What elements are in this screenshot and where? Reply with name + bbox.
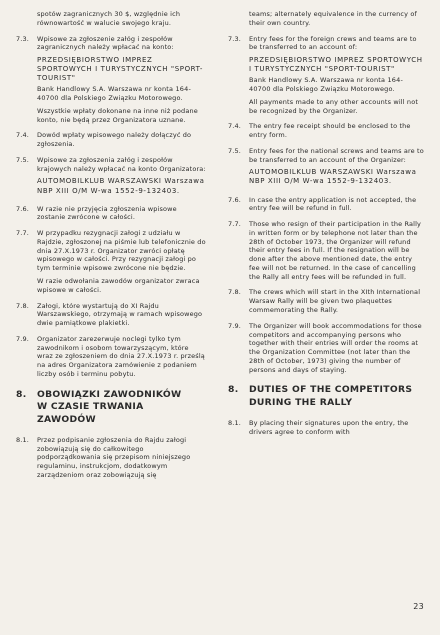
section-7-5 — [228, 147, 424, 189]
item-number: 7.3. — [16, 34, 30, 43]
item-number: 7.8. — [16, 301, 30, 310]
paragraph: Przez podpisanie zgłoszenia do Rajdu załogi zobowiązują się do całkowitego podporządkowania się przepisom niniejszego regulaminu, instrukcjom, dodatkowym zarządzeniom oraz zobowiązują się — [37, 435, 191, 479]
club-account: AUTOMOBILKLUB WARSZAWSKI Warszawa NBP XIII O/M W-wa 1552-9-132403. — [249, 168, 417, 186]
item-number: 7.5. — [228, 146, 242, 155]
paragraph: All payments made to any other accounts will not be recognized by the Organizer. — [249, 97, 419, 115]
item-number: 7.3. — [228, 34, 242, 43]
section-7-5 — [16, 156, 206, 198]
section-8-1 — [228, 419, 424, 437]
section-7-8 — [228, 288, 424, 314]
company-name: PRZEDSIĘBIORSTWO IMPREZ SPORTOWYCH I TURYSTYCZNYCH "SPORT-TOURIST" — [249, 56, 423, 74]
section-7-7 — [16, 229, 206, 294]
company-name: PRZEDSIĘBIORSTWO IMPREZ SPORTOWYCH I TURYSTYCZNYCH "SPORT-TOURIST" — [37, 56, 203, 83]
item-number: 8.1. — [228, 419, 242, 428]
heading-number: 8. — [228, 384, 239, 396]
paragraph: The entry fee receipt should be enclosed to the entry form. — [249, 122, 411, 140]
paragraph: W przypadku rezygnacji załogi z udziału w Rajdzie, zgłoszonej na piśmie lub telefonicznie do dnia 27.X.1973 r. Organizator zwróci opłatę wpisowego w całości. Przy rezygnacji załogi po tym terminie wpisowe zwrócone nie będzie. — [37, 229, 206, 273]
section-7-3 — [228, 35, 424, 116]
item-number: 7.6. — [16, 204, 30, 213]
section-8-heading — [228, 384, 424, 409]
paragraph: Entry fees for the foreign crews and teams are to be transferred to an account of: — [249, 34, 417, 52]
english-column — [228, 10, 424, 444]
bank-details: Bank Handlowy S.A. Warszawa nr konta 164-40700 dla Polskiego Związku Motorowego. — [37, 85, 192, 103]
section-7-7 — [228, 220, 424, 281]
heading-line: DURING THE RALLY — [249, 396, 353, 408]
paragraph: The Organizer will book accommodations for those competitors and accompanying persons who together with their entries will order the rooms at the Organization Committee (not later than the 28th of October, 1973) giving the number of persons and days of staying. — [249, 321, 422, 374]
paragraph: Załogi, które wystartują do XI Rajdu Warszawskiego, otrzymają w ramach wpisowego dwie pamiątkowe plakietki. — [37, 301, 203, 328]
section-8-heading — [16, 389, 206, 426]
continued-paragraph: teams; alternately equivalence in the currency of their own country. — [249, 10, 417, 27]
paragraph: Those who resign of their participation in the Rally in written form or by telephone not later than the 28th of October 1973, the Organizer will refund their entry fees in full. If the resignation will be done after the above mentioned date, the entry fee will not be returned. In the case of cancelling the Rally all entry fees will be refunded in full. — [249, 220, 422, 281]
paragraph: W razie odwołania zawodów organizator zwraca wpisowe w całości. — [37, 277, 200, 294]
page-number: 23 — [413, 602, 424, 612]
item-number: 7.5. — [16, 155, 30, 164]
item-number: 7.4. — [228, 122, 242, 131]
heading-line: W CZASIE TRWANIA ZAWODÓW — [37, 401, 144, 425]
item-number: 7.7. — [228, 220, 242, 229]
club-account: AUTOMOBILKLUB WARSZAWSKI Warszawa NBP XIII O/M W-wa 1552-9-132403. — [37, 177, 205, 195]
item-number: 8.1. — [16, 435, 30, 444]
paragraph: In case the entry application is not accepted, the entry fee will be refund in full. — [249, 195, 417, 213]
paragraph: Wszystkie wpłaty dokonane na inne niż podane konto, nie będą przez Organizatora uznane. — [37, 106, 198, 124]
item-number: 7.9. — [228, 321, 242, 330]
paragraph: The crews which will start in the XIth International Warsaw Rally will be given two plaquettes commemorating the Rally. — [249, 288, 421, 314]
paragraph: By placing their signatures upon the entry, the drivers agree to conform with — [249, 419, 409, 436]
paragraph: Wpisowe za zgłoszenie załóg i zespołów zagranicznych należy wpłacać na konto: — [37, 34, 174, 52]
item-number: 7.6. — [228, 195, 242, 204]
section-7-9 — [228, 322, 424, 375]
section-7-4 — [228, 122, 424, 140]
section-7-6 — [228, 196, 424, 214]
section-7-3 — [16, 35, 206, 125]
section-7-6 — [16, 205, 206, 223]
bank-details: Bank Handlowy S.A. Warszawa nr konta 164-40700 dla Polskiego Związku Motorowego. — [249, 76, 404, 94]
paragraph: Dowód wpłaty wpisowego należy dołączyć do zgłoszenia. — [37, 131, 192, 149]
section-7-9 — [16, 335, 206, 379]
item-number: 7.4. — [16, 131, 30, 140]
section-8-1 — [16, 436, 206, 480]
item-number: 7.7. — [16, 229, 30, 238]
paragraph: W razie nie przyjęcia zgłoszenia wpisowe zostanie zwrócone w całości. — [37, 204, 177, 222]
heading-line: DUTIES OF THE COMPETITORS — [249, 384, 413, 396]
polish-column — [16, 10, 206, 487]
continued-paragraph: spotów zagranicznych 30 $, względnie ich równowartość w walucie swojego kraju. — [37, 10, 181, 27]
section-7-8 — [16, 302, 206, 328]
heading-line: OBOWIĄZKI ZAWODNIKÓW — [37, 388, 182, 400]
section-7-4 — [16, 131, 206, 149]
item-number: 7.9. — [16, 334, 30, 343]
item-number: 7.8. — [228, 288, 242, 297]
paragraph: Organizator zarezerwuje noclegi tylko tym zawodnikom i osobom towarzyszącym, które wraz ze zgłoszeniem do dnia 27.X.1973 r. prześlą na adres Organizatora zamówienie z podaniem liczby osób i terminu pobytu. — [37, 334, 205, 378]
paragraph: Entry fees for the national screws and teams are to be transferred to an account of the Organizer: — [249, 146, 424, 164]
paragraph: Wpisowe za zgłoszenia załóg i zespołów krajowych należy wpłacać na konto Organizatora: — [37, 155, 206, 173]
heading-number: 8. — [16, 388, 27, 400]
